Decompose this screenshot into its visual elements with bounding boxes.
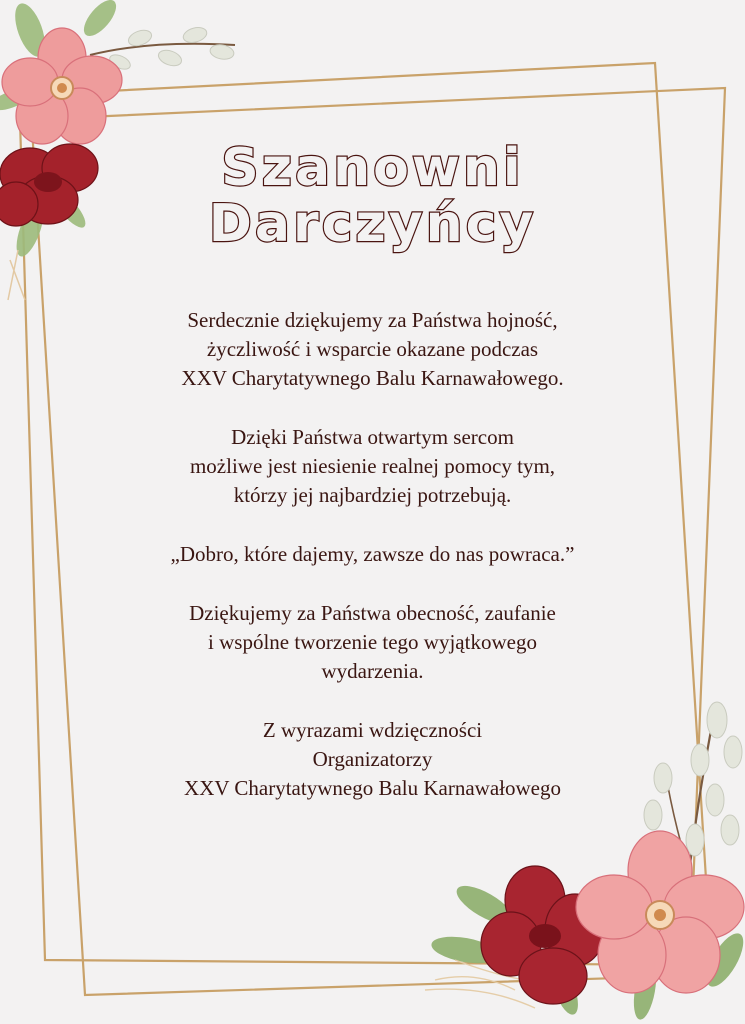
paragraph-quote	[0, 540, 745, 569]
quote-line: „Dobro, które dajemy, zawsze do nas powraca.”	[170, 542, 575, 566]
page-title	[0, 140, 745, 252]
text-line: Dzięki Państwa otwartym sercom	[231, 425, 514, 449]
title-line-2: Darczyńcy	[208, 194, 537, 254]
paragraph-thanks	[0, 306, 745, 393]
paragraph-help	[0, 423, 745, 510]
text-line: XXV Charytatywnego Balu Karnawałowego.	[181, 366, 564, 390]
signature-block	[0, 716, 745, 803]
title-line-1: Szanowni	[221, 138, 524, 198]
signature-closing: Z wyrazami wdzięczności	[262, 718, 483, 742]
signature-event: XXV Charytatywnego Balu Karnawałowego	[184, 776, 561, 800]
text-line: i wspólne tworzenie tego wyjątkowego	[208, 630, 537, 654]
letter-body	[0, 306, 745, 833]
text-line: możliwe jest niesienie realnej pomocy tym,	[189, 454, 556, 478]
signature-organizers: Organizatorzy	[312, 747, 433, 771]
text-line: którzy jej najbardziej potrzebują.	[233, 483, 512, 507]
paragraph-gratitude	[0, 599, 745, 686]
text-line: wydarzenia.	[321, 659, 424, 683]
text-line: życzliwość i wsparcie okazane podczas	[206, 337, 539, 361]
text-line: Dziękujemy za Państwa obecność, zaufanie	[189, 601, 556, 625]
text-line: Serdecznie dziękujemy za Państwa hojność,	[187, 308, 558, 332]
